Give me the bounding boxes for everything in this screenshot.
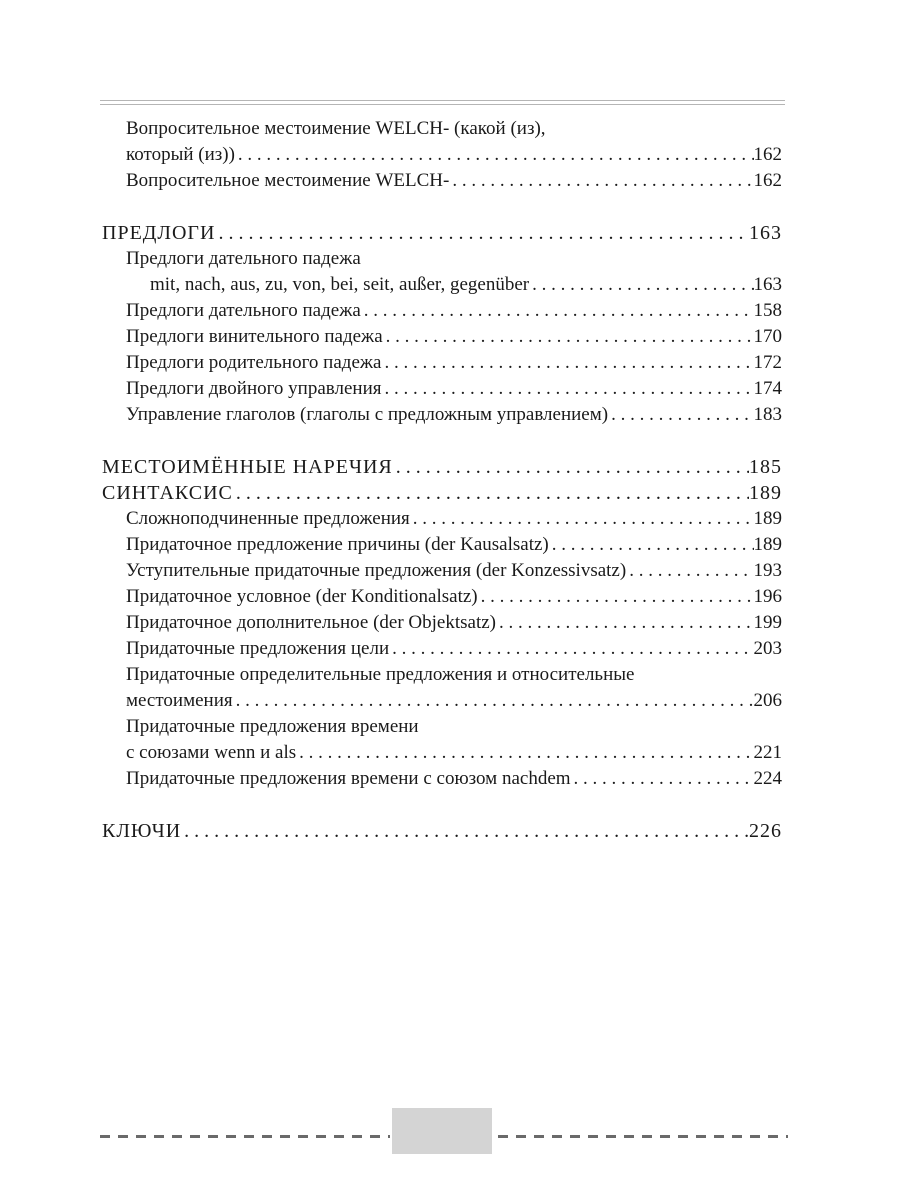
- page-number: 185: [749, 456, 782, 478]
- dot-leader: [181, 818, 749, 844]
- dot-leader: [410, 506, 754, 532]
- toc-entry-temporal-clauses-nachdem[interactable]: [102, 766, 782, 792]
- dot-leader: [361, 298, 754, 324]
- page-footer: [100, 1108, 785, 1154]
- page-number: 189: [749, 482, 782, 504]
- dot-leader: [235, 142, 754, 168]
- dot-leader: [296, 740, 753, 766]
- dot-leader: [381, 350, 753, 376]
- toc-section-title: МЕСТОИМЁННЫЕ НАРЕЧИЯ: [102, 456, 393, 478]
- toc-entry-title-line2: с союзами wenn и als: [126, 742, 297, 763]
- toc-section-klyuchi[interactable]: [102, 818, 782, 844]
- toc-entry-title-line2: mit, nach, aus, zu, von, bei, seit, außer, gegenüber: [150, 274, 530, 295]
- page-number: 199: [753, 612, 782, 633]
- page-number: 170: [753, 326, 782, 347]
- page-number: 183: [753, 404, 782, 425]
- toc-entry-title: Вопросительное местоимение WELCH-: [126, 170, 450, 191]
- dot-leader: [389, 636, 753, 662]
- footer-dashed-line-right: [498, 1135, 788, 1138]
- dot-leader: [393, 454, 749, 480]
- toc-entry-title: Предлоги родительного падежа: [126, 352, 382, 373]
- toc-entry-title-line1: Придаточные определительные предложения и относительные: [126, 664, 635, 685]
- page-number: 163: [753, 274, 782, 295]
- page-number: 174: [753, 378, 782, 399]
- toc-entry[interactable]: [102, 636, 782, 662]
- page-number: 203: [753, 638, 782, 659]
- toc-entry-welch-which[interactable]: [102, 116, 782, 168]
- toc-entry[interactable]: [102, 376, 782, 402]
- toc-entry-title: Придаточные предложения цели: [126, 638, 390, 659]
- dot-leader: [478, 584, 754, 610]
- toc-entry[interactable]: [102, 298, 782, 324]
- dot-leader: [382, 376, 754, 402]
- toc-entry[interactable]: [102, 532, 782, 558]
- toc-entry[interactable]: [102, 584, 782, 610]
- page-number: 172: [753, 352, 782, 373]
- toc-entry-title: Предлоги винительного падежа: [126, 326, 383, 347]
- dot-leader: [626, 558, 753, 584]
- toc-section-narechiya[interactable]: [102, 454, 782, 480]
- dot-leader: [529, 272, 753, 298]
- dot-leader: [233, 480, 749, 506]
- toc-entry-relative-clauses[interactable]: [102, 662, 782, 714]
- dot-leader: [496, 610, 754, 636]
- dot-leader: [449, 168, 753, 194]
- toc-entry[interactable]: [102, 402, 782, 428]
- toc-section-title: ПРЕДЛОГИ: [102, 222, 216, 244]
- dot-leader: [608, 402, 753, 428]
- toc-entry[interactable]: [102, 324, 782, 350]
- toc-entry-title: Уступительные придаточные предложения (der Konzessivsatz): [126, 560, 627, 581]
- toc-entry-title: Сложноподчиненные предложения: [126, 508, 410, 529]
- page-number: 158: [753, 300, 782, 321]
- toc-entry-title: Предлоги двойного управления: [126, 378, 382, 399]
- toc-section-title: КЛЮЧИ: [102, 820, 182, 842]
- page-number: 226: [749, 820, 782, 842]
- page-number: 162: [753, 170, 782, 191]
- dot-leader: [383, 324, 754, 350]
- page-number: 224: [753, 768, 782, 789]
- page-number: 189: [753, 534, 782, 555]
- toc-entry-title-line1: Придаточные предложения времени: [126, 716, 419, 737]
- toc-entry-title: Придаточные предложения времени с союзом nachdem: [126, 768, 571, 789]
- page-number: 206: [753, 690, 782, 711]
- footer-dashed-line-left: [100, 1135, 390, 1138]
- toc-entry[interactable]: [102, 558, 782, 584]
- page-number: 193: [753, 560, 782, 581]
- page-number: 163: [749, 222, 782, 244]
- toc-entry-title-line2: который (из)): [126, 144, 235, 165]
- page-number: 189: [753, 508, 782, 529]
- toc-entry-title: Управление глаголов (глаголы с предложным управлением): [126, 404, 609, 425]
- toc-entry-title-line1: Предлоги дательного падежа: [126, 248, 361, 269]
- toc-entry-title: Придаточное дополнительное (der Objektsatz): [126, 612, 496, 633]
- dot-leader: [549, 532, 754, 558]
- table-of-contents: [102, 116, 782, 844]
- toc-entry-temporal-clauses-wenn-als[interactable]: [102, 714, 782, 766]
- toc-section-sintaksis[interactable]: [102, 480, 782, 506]
- toc-entry-title-line1: Вопросительное местоимение WELCH- (какой (из),: [126, 118, 546, 139]
- footer-page-box: [392, 1108, 492, 1154]
- dot-leader: [215, 220, 749, 246]
- page-number: 162: [753, 144, 782, 165]
- toc-entry[interactable]: [102, 350, 782, 376]
- toc-entry-title: Придаточное условное (der Konditionalsatz): [126, 586, 478, 607]
- toc-entry[interactable]: [102, 610, 782, 636]
- toc-entry-title: Предлоги дательного падежа: [126, 300, 361, 321]
- top-rule: [100, 100, 785, 101]
- toc-entry-welch[interactable]: [102, 168, 782, 194]
- page-number: 221: [753, 742, 782, 763]
- toc-entry-dative-prepositions-list[interactable]: [102, 246, 782, 298]
- page-number: 196: [753, 586, 782, 607]
- dot-leader: [571, 766, 754, 792]
- dot-leader: [233, 688, 754, 714]
- top-rule-second: [100, 104, 785, 105]
- toc-entry-title: Придаточное предложение причины (der Kausalsatz): [126, 534, 549, 555]
- toc-entry-title-line2: местоимения: [126, 690, 233, 711]
- toc-section-title: СИНТАКСИС: [102, 482, 233, 504]
- toc-section-predlogi[interactable]: [102, 220, 782, 246]
- toc-entry[interactable]: [102, 506, 782, 532]
